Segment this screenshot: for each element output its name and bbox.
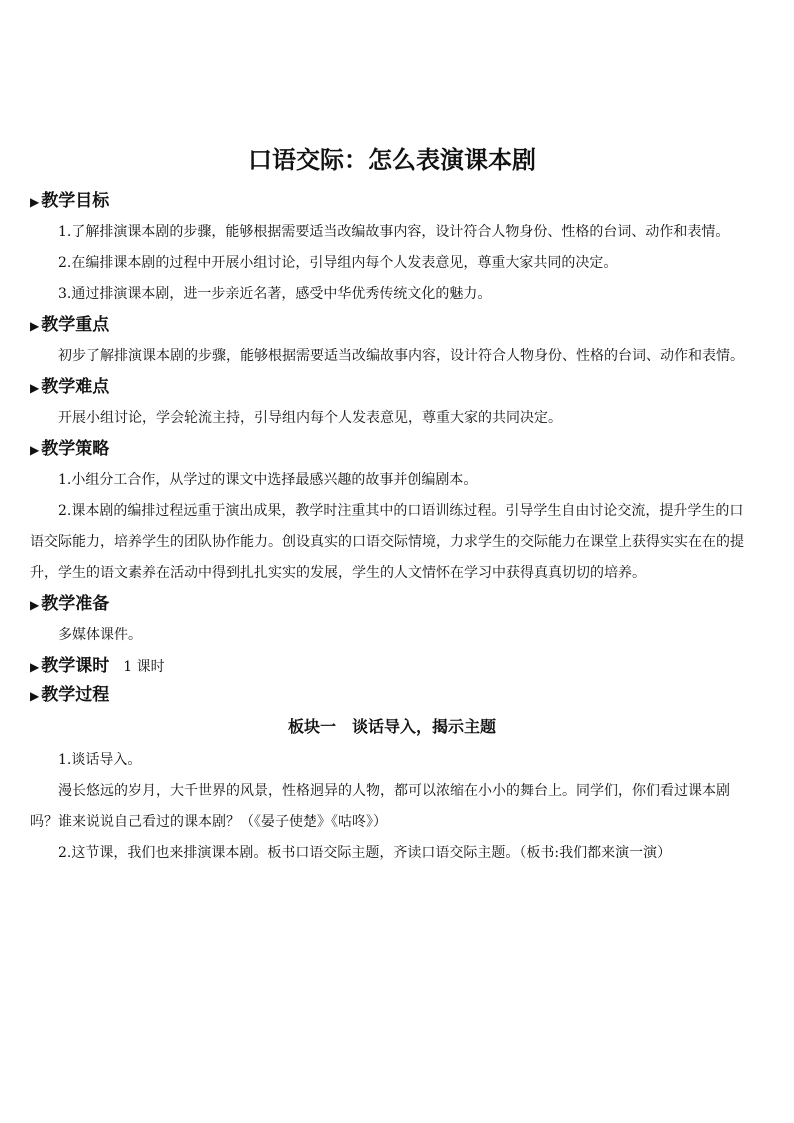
difficulties-paragraph: 开展小组讨论，学会轮流主持，引导组内每个人发表意见，尊重大家的共同决定。 [58,410,562,426]
goals-paragraph-2: 2.在编排课本剧的过程中开展小组讨论，引导组内每个人发表意见，尊重大家共同的决定。 [58,255,618,271]
document-title: 口语交际：怎么表演课本剧 [248,146,536,174]
section-heading-preparation [30,591,754,618]
triangle-marker-icon: ▶ [30,443,40,457]
goals-paragraph-1: 1.了解排演课本剧的步骤，能够根据需要适当改编故事内容，设计符合人物身份、性格的台词、动作和表情。 [58,224,730,240]
triangle-marker-icon: ▶ [30,660,40,674]
section-heading-strategy [30,436,754,463]
section-heading-process [30,682,754,709]
triangle-marker-icon: ▶ [30,381,40,395]
section-heading-goals [30,188,754,215]
section-heading-label: 教学难点 [41,377,110,397]
process-paragraph-1: 1.谈话导入。 [58,752,142,768]
process-paragraph-2: 漫长悠远的岁月，大千世界的风景，性格迥异的人物，都可以浓缩在小小的舞台上。同学们，你们看过课本剧吗？谁来说说自己看过的课本剧？（《晏子使楚》《咕咚》） [30,783,730,830]
section-heading-key-points [30,312,754,339]
triangle-marker-icon: ▶ [30,689,40,703]
triangle-marker-icon: ▶ [30,319,40,333]
block-title: 板块一 谈话导入，揭示主题 [287,717,496,736]
section-heading-label: 教学课时 [41,656,110,676]
triangle-marker-icon: ▶ [30,195,40,209]
key-points-paragraph: 初步了解排演课本剧的步骤，能够根据需要适当改编故事内容，设计符合人物身份、性格的台词、动作和表情。 [58,348,744,364]
preparation-paragraph: 多媒体课件。 [58,627,142,643]
strategy-paragraph-2: 2.课本剧的编排过程远重于演出成果，教学时注重其中的口语训练过程。引导学生自由讨论交流，提升学生的口语交际能力，培养学生的团队协作能力。创设真实的口语交际情境，力求学生的交际能力在课堂上获得实实在在的提升，学生的语文素养在活动中得到扎扎实实的发展，学生的人文情怀在学习中获得真真切切的培养。 [30,503,744,581]
process-paragraph-3: 2.这节课，我们也来排演课本剧。板书口语交际主题，齐读口语交际主题。（板书:我们都来演一演） [58,845,672,861]
strategy-paragraph-1: 1.小组分工合作，从学过的课文中选择最感兴趣的故事并创编剧本。 [58,472,478,488]
section-heading-label: 教学过程 [41,685,110,705]
document-page [30,140,754,869]
section-heading-label: 教学目标 [41,191,110,211]
section-heading-label: 教学重点 [41,315,110,335]
goals-paragraph-3: 3.通过排演课本剧，进一步亲近名著，感受中华优秀传统文化的魅力。 [58,286,492,302]
section-heading-label: 教学准备 [41,594,110,614]
hours-value: 1 课时 [123,659,165,675]
section-heading-label: 教学策略 [41,439,110,459]
triangle-marker-icon: ▶ [30,598,40,612]
section-heading-difficulties [30,374,754,401]
section-heading-hours [30,653,754,680]
